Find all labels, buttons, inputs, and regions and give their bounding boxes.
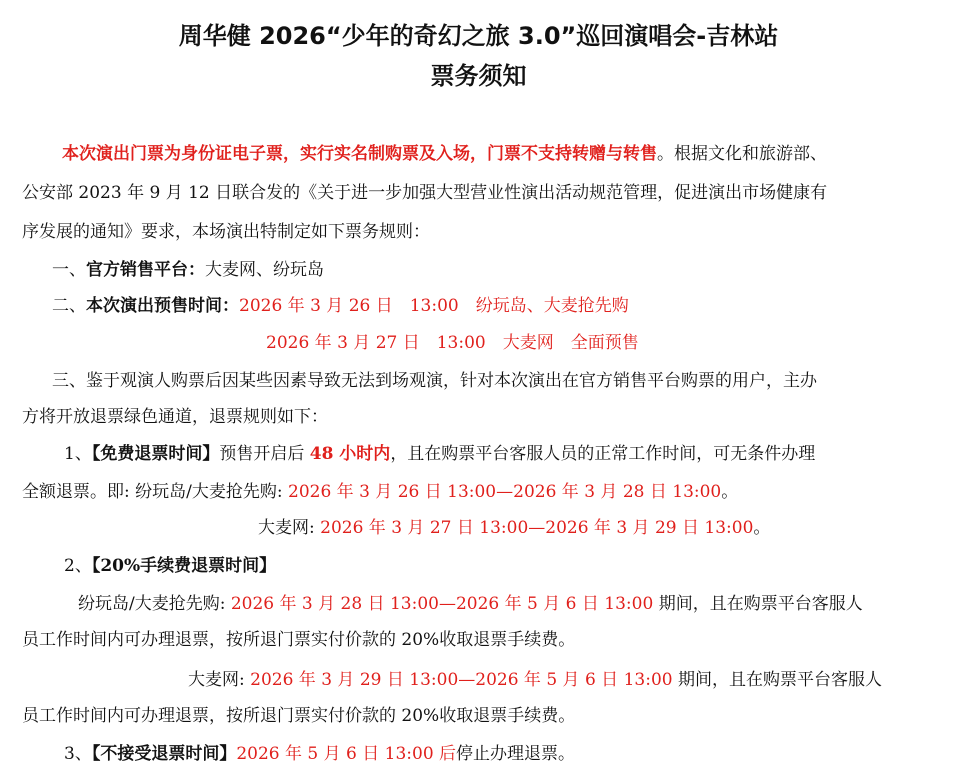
rule3-post: 停止办理退票。 bbox=[456, 744, 576, 764]
intro-highlight: 本次演出门票为身份证电子票，实行实名制购票及入场，门票不支持转赠与转售 bbox=[62, 144, 657, 164]
rule2-b-line-2: 员工作时间内可办理退票，按所退门票实付价款的 20%收取退票手续费。 bbox=[22, 706, 576, 726]
section3-line-1: 三、鉴于观演人购票后因某些因素导致无法到场观演，针对本次演出在官方销售平台购票的用户，主办 bbox=[52, 371, 817, 391]
rule1-line3-time: 2026 年 3 月 27 日 13:00—2026 年 3 月 29 日 13:00 bbox=[320, 518, 754, 538]
section1-number: 一、 bbox=[52, 260, 86, 280]
section-sales-platform bbox=[52, 260, 324, 280]
rule2-a-post: 期间，且在购票平台客服人 bbox=[653, 594, 863, 614]
intro-line1-rest: 。根据文化和旅游部、 bbox=[657, 144, 827, 164]
intro-line-2: 公安部 2023 年 9 月 12 日联合发的《关于进一步加强大型营业性演出活动规范管理，促进演出市场健康有 bbox=[22, 183, 828, 203]
page-subtitle: 票务须知 bbox=[430, 62, 527, 90]
intro-line-3: 序发展的通知》要求，本场演出特制定如下票务规则： bbox=[22, 222, 430, 242]
rule2-title: 【20%手续费退票时间】 bbox=[91, 556, 277, 576]
section-presale-time bbox=[52, 296, 629, 316]
section1-label: 官方销售平台： bbox=[86, 260, 205, 280]
section2-number: 二、 bbox=[52, 296, 86, 316]
rule1-line-1 bbox=[64, 444, 815, 464]
rule1-line2-end: 。 bbox=[721, 482, 739, 502]
rule1-line2-pre: 全额退票。即: 纷玩岛/大麦抢先购: bbox=[22, 482, 288, 502]
rule2-number: 2、 bbox=[64, 556, 92, 576]
rule3-title: 【不接受退票时间】 bbox=[91, 744, 237, 764]
intro-line-1 bbox=[62, 144, 827, 164]
section2-label: 本次演出预售时间： bbox=[86, 296, 239, 316]
page-title: 周华健 2026“少年的奇幻之旅 3.0”巡回演唱会-吉林站 bbox=[178, 22, 779, 50]
rule1-number: 1、 bbox=[64, 444, 92, 464]
rule2-b-pre: 大麦网: bbox=[188, 670, 251, 690]
rule2-a-line-1 bbox=[78, 594, 863, 614]
section1-value: 大麦网、纷玩岛 bbox=[205, 260, 324, 280]
rule3-line bbox=[64, 744, 575, 764]
rule1-line3-pre: 大麦网: bbox=[258, 518, 321, 538]
rule2-b-line-1 bbox=[188, 670, 882, 690]
rule1-line3-end: 。 bbox=[753, 518, 771, 538]
rule1-title: 【免费退票时间】 bbox=[91, 444, 220, 464]
rule2-a-time: 2026 年 3 月 28 日 13:00—2026 年 5 月 6 日 13:00 bbox=[230, 594, 654, 614]
rule3-number: 3、 bbox=[64, 744, 92, 764]
rule2-a-pre: 纷玩岛/大麦抢先购: bbox=[78, 594, 231, 614]
rule1-post: ，且在购票平台客服人员的正常工作时间，可无条件办理 bbox=[390, 444, 816, 464]
presale-row-1: 2026 年 3 月 26 日 13:00 纷玩岛、大麦抢先购 bbox=[239, 296, 629, 316]
section3-line-2: 方将开放退票绿色通道，退票规则如下： bbox=[22, 407, 328, 427]
rule2-b-post: 期间，且在购票平台客服人 bbox=[672, 670, 882, 690]
rule1-line-2 bbox=[22, 482, 738, 502]
presale-row-2: 2026 年 3 月 27 日 13:00 大麦网 全面预售 bbox=[266, 333, 639, 353]
rule1-pre: 预售开启后 bbox=[219, 444, 310, 464]
rule2-a-line-2: 员工作时间内可办理退票，按所退门票实付价款的 20%收取退票手续费。 bbox=[22, 630, 576, 650]
rule1-line2-time: 2026 年 3 月 26 日 13:00—2026 年 3 月 28 日 13:00 bbox=[288, 482, 722, 502]
rule1-hours: 48 小时内 bbox=[309, 444, 391, 464]
rule3-time: 2026 年 5 月 6 日 13:00 后 bbox=[236, 744, 457, 764]
rule2-b-time: 2026 年 3 月 29 日 13:00—2026 年 5 月 6 日 13:00 bbox=[250, 670, 673, 690]
rule2-heading bbox=[64, 556, 276, 576]
rule1-line-3 bbox=[258, 518, 770, 538]
